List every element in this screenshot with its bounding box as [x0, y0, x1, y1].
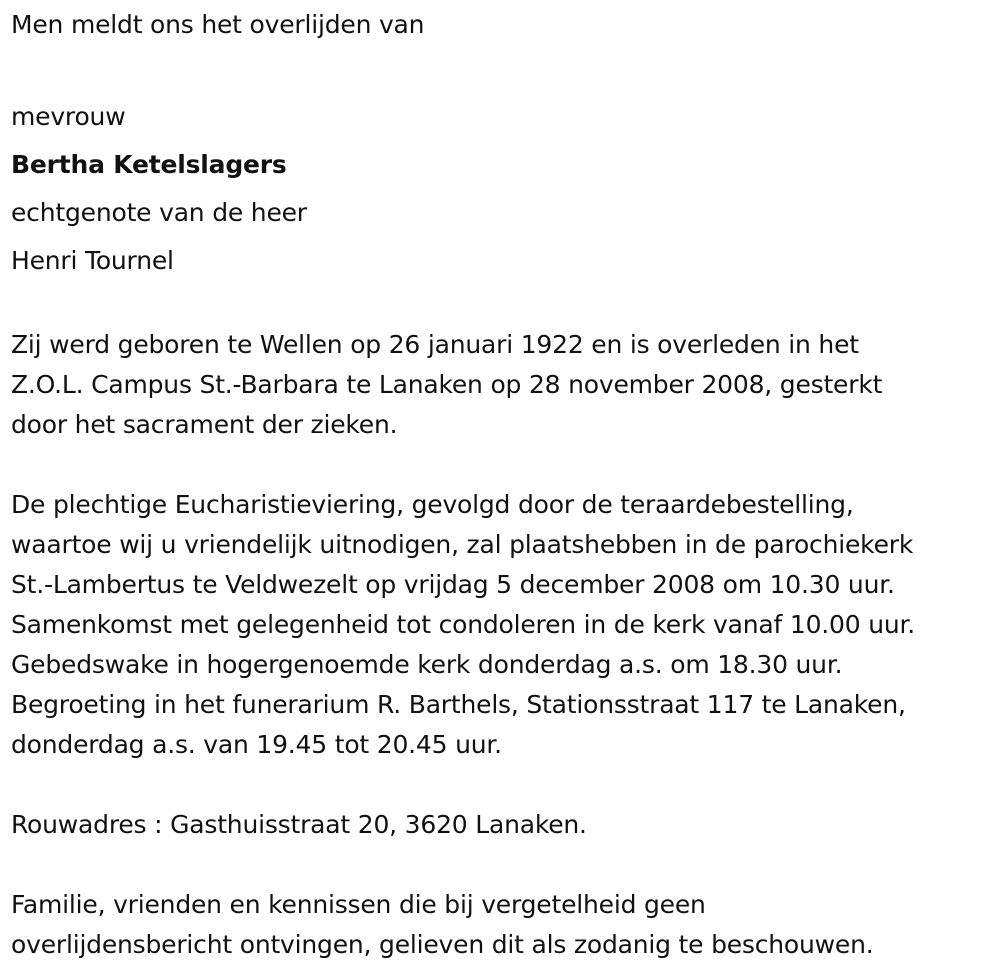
paragraph-line: De plechtige Eucharistieviering, gevolgd door de teraardebestelling, [11, 490, 854, 519]
intro-text: Men meldt ons het overlijden van [11, 10, 425, 39]
paragraph-line: Z.O.L. Campus St.-Barbara te Lanaken op 28 november 2008, gesterkt [11, 370, 883, 399]
paragraph-line: Samenkomst met gelegenheid tot condoleren in de kerk vanaf 10.00 uur. [11, 610, 916, 639]
title-text: mevrouw [11, 102, 126, 131]
spouse-name: Henri Tournel [11, 246, 174, 275]
paragraph-line: St.-Lambertus te Veldwezelt op vrijdag 5 december 2008 om 10.30 uur. [11, 570, 895, 599]
relation-text: echtgenote van de heer [11, 198, 307, 227]
birth-death-paragraph [11, 325, 996, 445]
deceased-name: Bertha Ketelslagers [11, 150, 287, 179]
death-notice [11, 0, 996, 965]
paragraph-line: Gebedswake in hogergenoemde kerk donderdag a.s. om 18.30 uur. [11, 650, 843, 679]
paragraph-line: Begroeting in het funerarium R. Barthels, Stationsstraat 117 te Lanaken, [11, 690, 906, 719]
paragraph-line: Familie, vrienden en kennissen die bij vergetelheid geen [11, 890, 706, 919]
paragraph-line: door het sacrament der zieken. [11, 410, 398, 439]
mourning-address: Rouwadres : Gasthuisstraat 20, 3620 Lanaken. [11, 810, 587, 839]
paragraph-line: waartoe wij u vriendelijk uitnodigen, zal plaatshebben in de parochiekerk [11, 530, 914, 559]
closing-paragraph [11, 885, 996, 965]
paragraph-line: overlijdensbericht ontvingen, gelieven dit als zodanig te beschouwen. [11, 930, 874, 959]
paragraph-line: donderdag a.s. van 19.45 tot 20.45 uur. [11, 730, 502, 759]
ceremony-paragraph [11, 485, 996, 765]
paragraph-line: Zij werd geboren te Wellen op 26 januari 1922 en is overleden in het [11, 330, 859, 359]
name-block [11, 93, 996, 285]
